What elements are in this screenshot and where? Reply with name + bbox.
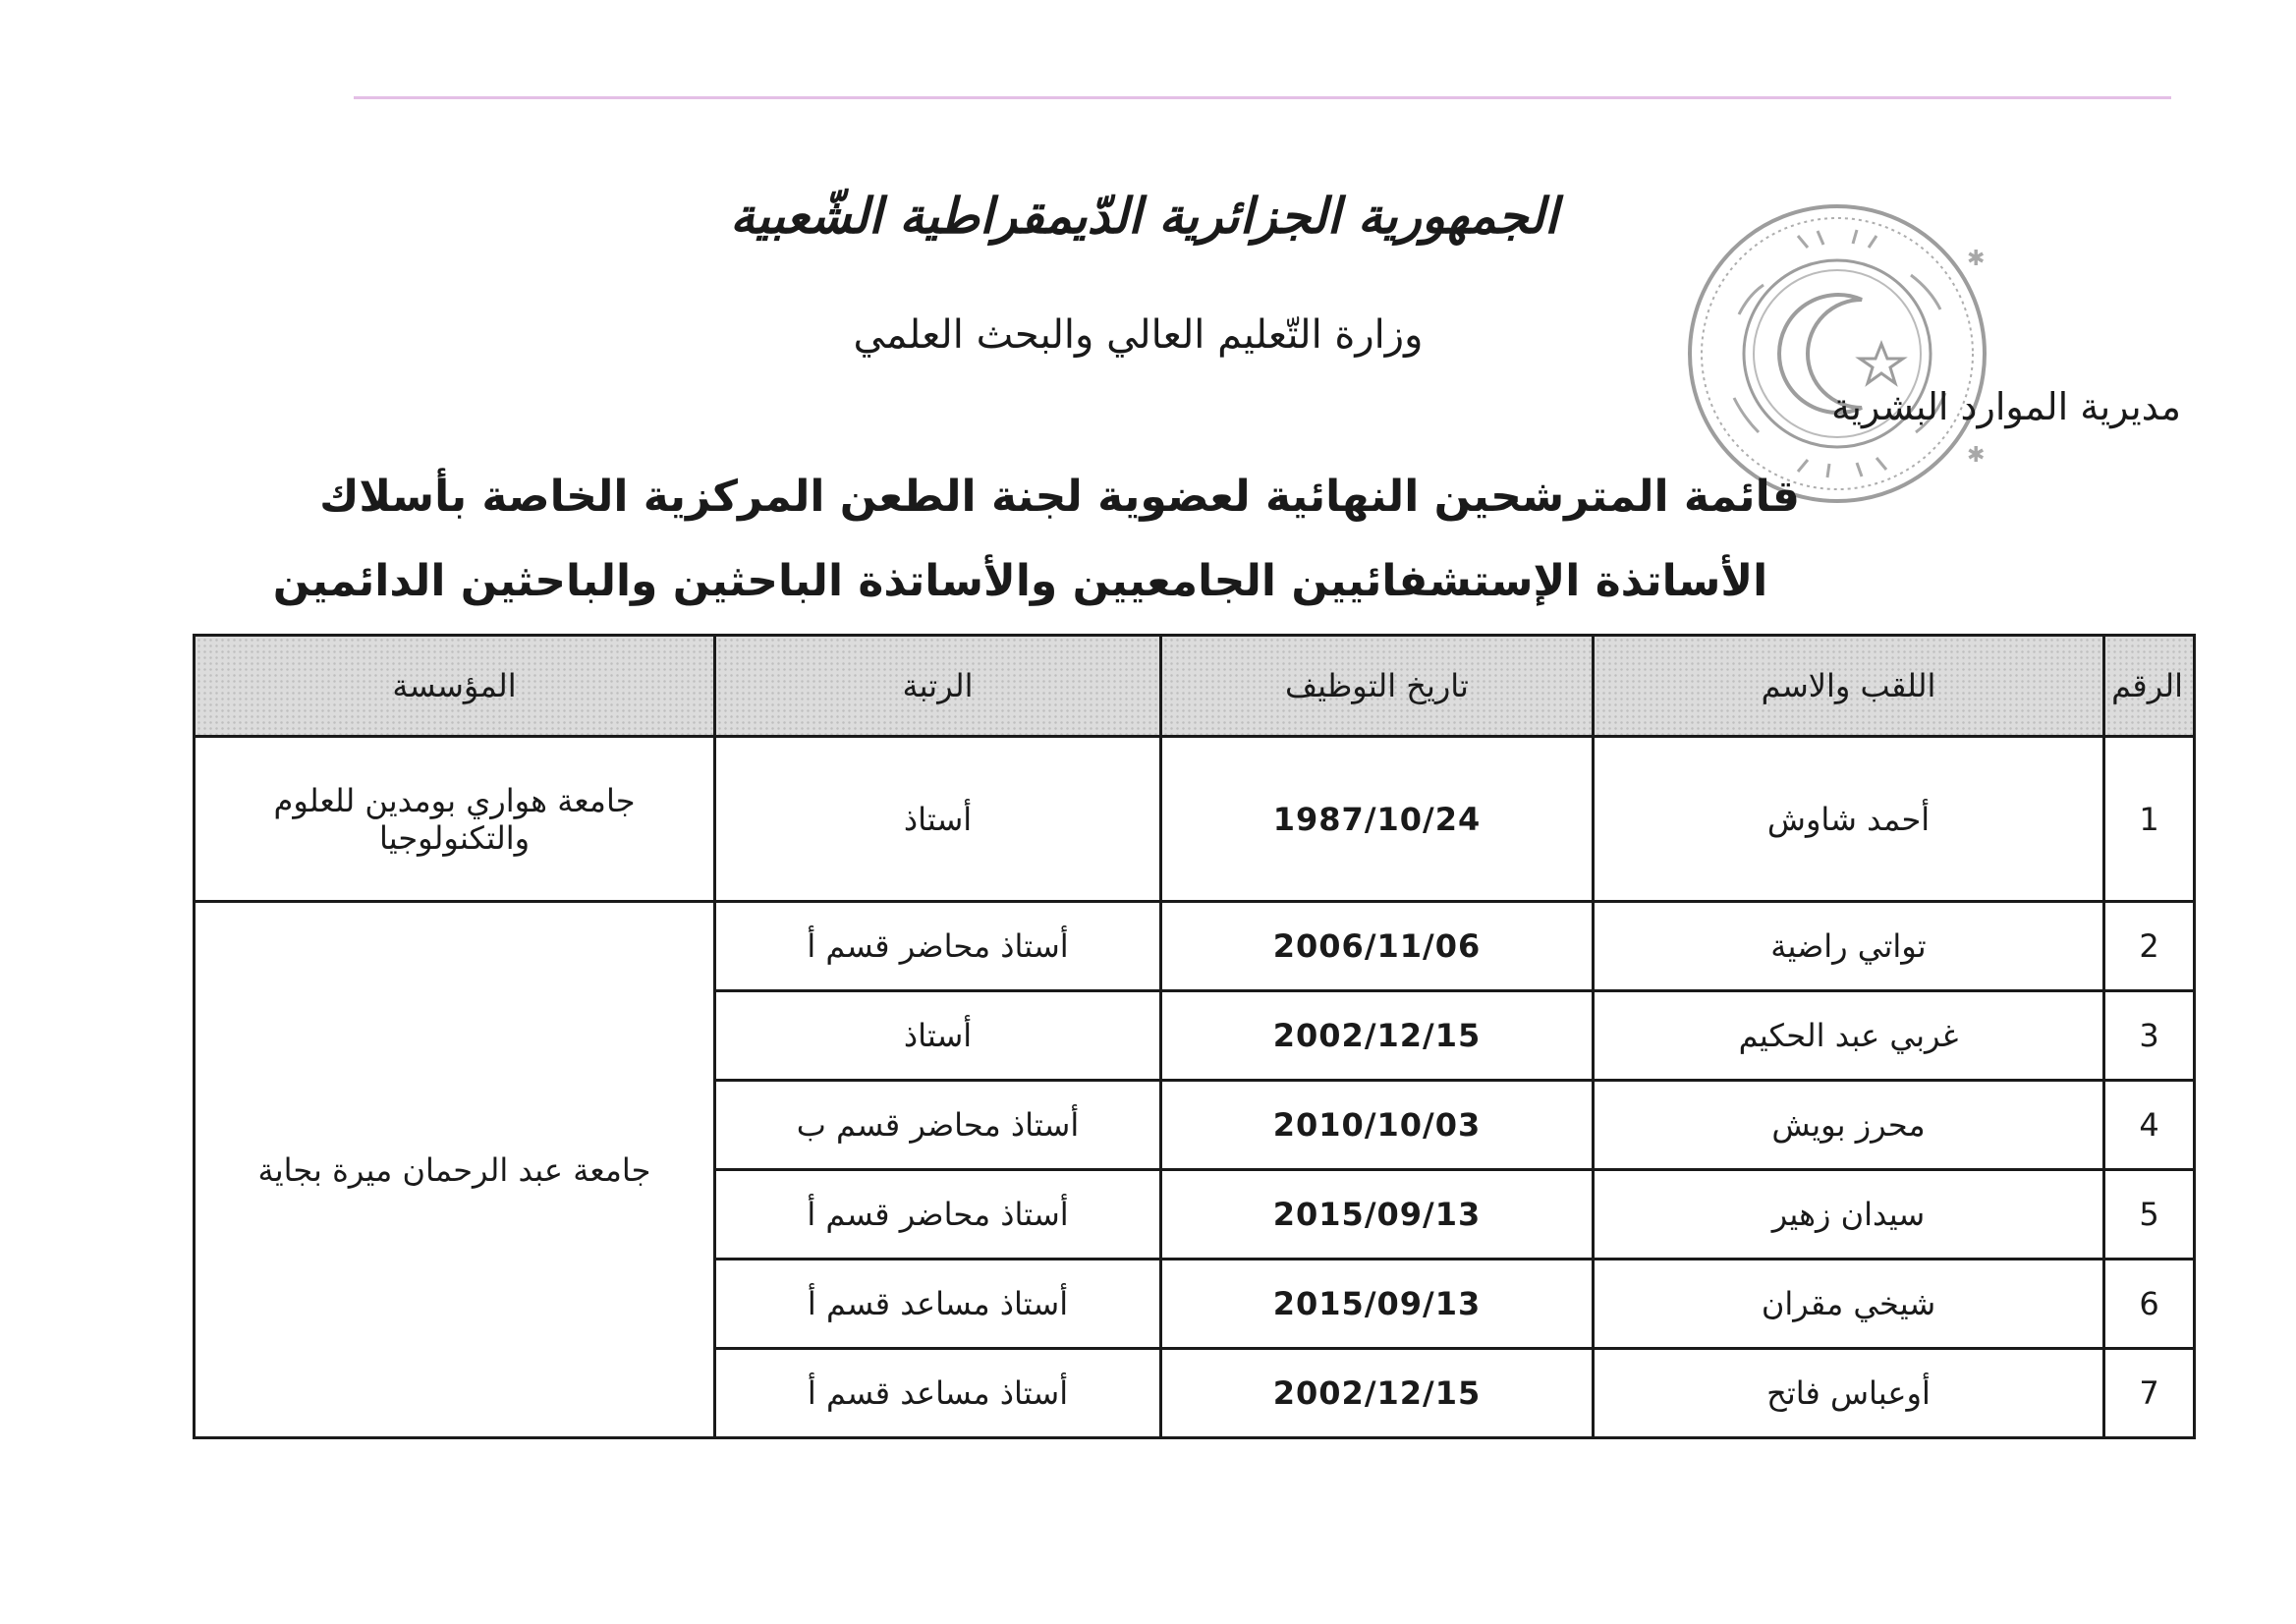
candidates-table xyxy=(193,634,2196,1439)
candidate-rank: أستاذ محاضر قسم أ xyxy=(715,1170,1161,1260)
row-number: 3 xyxy=(2104,991,2195,1081)
candidate-name: أحمد شاوش xyxy=(1594,737,2104,902)
hire-date: 2010/10/03 xyxy=(1161,1081,1594,1170)
row-number: 7 xyxy=(2104,1349,2195,1438)
table-row xyxy=(195,737,2195,902)
row-number: 5 xyxy=(2104,1170,2195,1260)
svg-text:✱: ✱ xyxy=(1967,443,1986,468)
directorate-label: مديرية الموارد البشرية xyxy=(1831,385,2181,428)
candidate-rank: أستاذ xyxy=(715,737,1161,902)
institution-cell: جامعة هواري بومدين للعلوم والتكنولوجيا xyxy=(195,737,715,902)
row-number: 2 xyxy=(2104,902,2195,991)
candidate-rank: أستاذ مساعد قسم أ xyxy=(715,1349,1161,1438)
document-title-line-1: قائمة المترشحين النهائية لعضوية لجنة الطعن المركزية الخاصة بأسلاك xyxy=(319,472,1800,522)
candidate-rank: أستاذ xyxy=(715,991,1161,1081)
republic-heading: الجمهورية الجزائرية الدّيمقراطية الشّعبية xyxy=(730,187,1558,245)
institution-cell: جامعة عبد الرحمان ميرة بجاية xyxy=(195,902,715,1438)
column-header-institution: المؤسسة xyxy=(195,636,715,737)
row-number: 6 xyxy=(2104,1260,2195,1349)
candidate-name: شيخي مقران xyxy=(1594,1260,2104,1349)
hire-date: 1987/10/24 xyxy=(1161,737,1594,902)
hire-date: 2002/12/15 xyxy=(1161,1349,1594,1438)
candidate-rank: أستاذ محاضر قسم أ xyxy=(715,902,1161,991)
svg-text:✱: ✱ xyxy=(1967,247,1986,271)
column-header-rank: الرتبة xyxy=(715,636,1161,737)
row-number: 1 xyxy=(2104,737,2195,902)
table-row xyxy=(195,902,2195,991)
candidate-name: أوعباس فاتح xyxy=(1594,1349,2104,1438)
candidate-name: غربي عبد الحكيم xyxy=(1594,991,2104,1081)
column-header-name: اللقب والاسم xyxy=(1594,636,2104,737)
hire-date: 2006/11/06 xyxy=(1161,902,1594,991)
column-header-hire-date: تاريخ التوظيف xyxy=(1161,636,1594,737)
candidate-name: تواتي راضية xyxy=(1594,902,2104,991)
candidate-rank: أستاذ مساعد قسم أ xyxy=(715,1260,1161,1349)
table-header-row xyxy=(195,636,2195,737)
hire-date: 2002/12/15 xyxy=(1161,991,1594,1081)
row-number: 4 xyxy=(2104,1081,2195,1170)
document-title-line-2: الأساتذة الإستشفائيين الجامعيين والأساتذة الباحثين والباحثين الدائمين xyxy=(272,556,1768,606)
candidate-name: سيدان زهير xyxy=(1594,1170,2104,1260)
hire-date: 2015/09/13 xyxy=(1161,1260,1594,1349)
candidate-rank: أستاذ محاضر قسم ب xyxy=(715,1081,1161,1170)
candidate-name: محرز بويش xyxy=(1594,1081,2104,1170)
official-seal-icon xyxy=(1680,196,1994,511)
hire-date: 2015/09/13 xyxy=(1161,1170,1594,1260)
ministry-heading: وزارة التّعليم العالي والبحث العلمي xyxy=(853,312,1424,358)
column-header-number: الرقم xyxy=(2104,636,2195,737)
top-rule xyxy=(354,96,2171,99)
